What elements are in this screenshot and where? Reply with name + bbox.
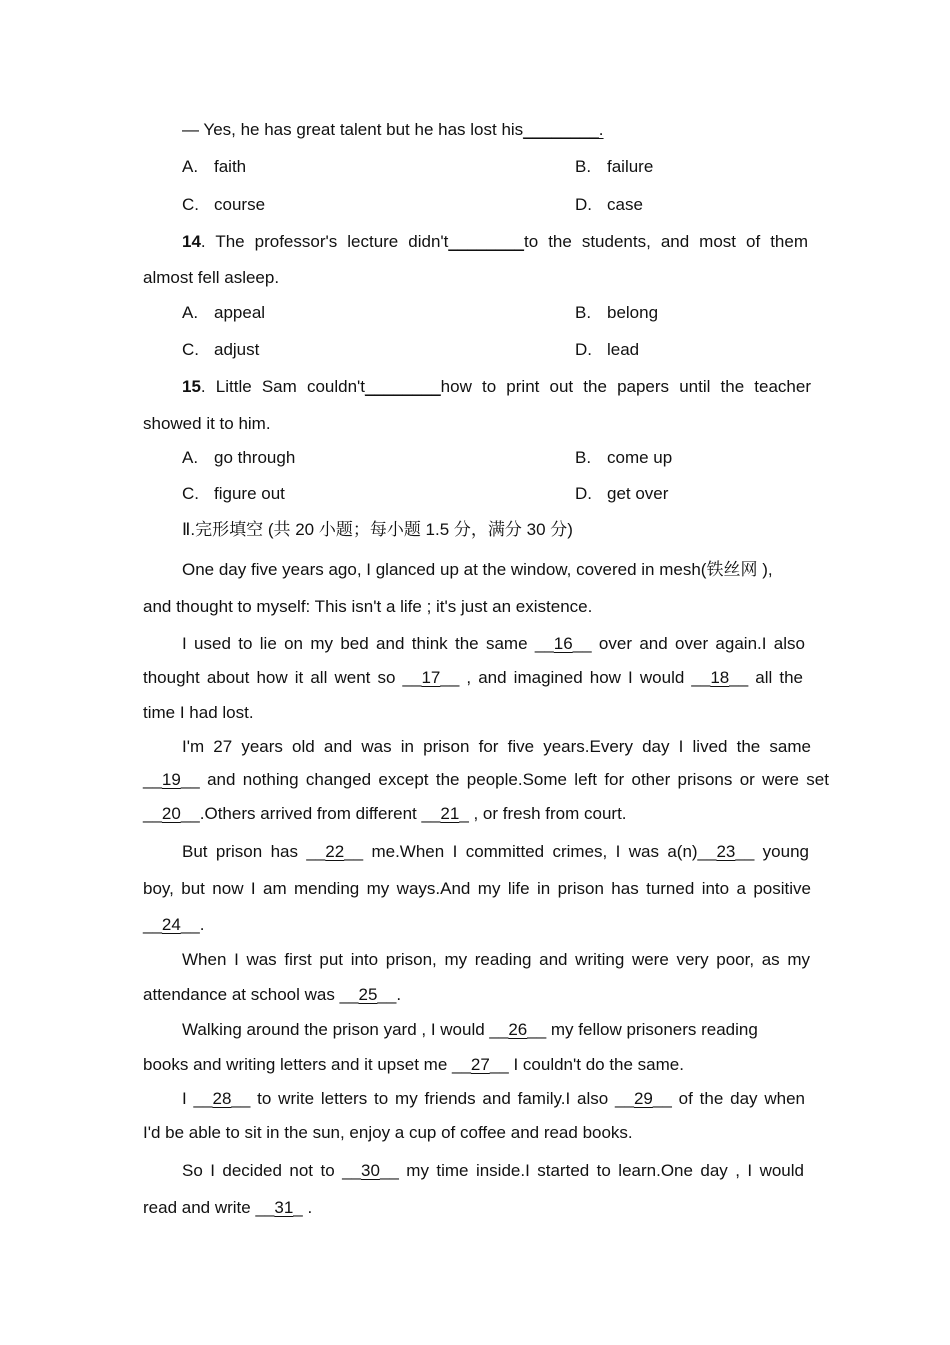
answer-blank: 20 [161, 804, 181, 823]
answer-option [575, 195, 643, 215]
question-15-line [182, 377, 811, 397]
passage-line [143, 597, 592, 617]
answer-option [182, 340, 259, 360]
question-15-line [143, 414, 271, 434]
passage-line [143, 703, 254, 723]
answer-option [182, 484, 285, 504]
option-text: adjust [214, 340, 260, 359]
option-letter: D. [575, 484, 592, 503]
option-text: faith [214, 157, 247, 176]
text-segment: __ young [735, 842, 809, 861]
text-segment: . Little Sam couldn't [200, 377, 366, 396]
answer-blank: 31 [274, 1198, 294, 1217]
option-letter: B. [575, 303, 592, 322]
passage-line [182, 1020, 758, 1040]
passage-line [143, 1198, 312, 1218]
answer-blank: ________. [523, 120, 604, 139]
option-letter: A. [182, 448, 199, 467]
text-segment: boy, but now I am mending my ways.And my life in prison has turned into a positive [143, 879, 811, 898]
text-segment: __ and nothing changed except the people.Some left for other prisons or were set [180, 770, 829, 789]
text-segment: to the students, and most of them [524, 232, 808, 251]
text-segment: time I had lost. [143, 703, 254, 722]
answer-option [182, 448, 295, 468]
answer-blank: 26 [508, 1020, 528, 1039]
option-text: course [214, 195, 266, 214]
question-13-line [182, 120, 604, 140]
passage-line [182, 1089, 805, 1109]
question-number: 14 [182, 232, 201, 251]
passage-line [143, 985, 401, 1005]
text-segment: __ [143, 804, 162, 823]
text-segment: thought about how it all went so __ [143, 668, 422, 687]
option-letter: C. [182, 484, 199, 503]
text-segment: One day five years ago, I glanced up at the window, covered in mesh(铁丝网 ), [182, 560, 773, 579]
option-text: go through [214, 448, 296, 467]
text-segment: showed it to him. [143, 414, 271, 433]
answer-blank: 22 [325, 842, 345, 861]
text-segment: . The professor's lecture didn't [200, 232, 449, 251]
option-text: lead [607, 340, 640, 359]
option-letter: D. [575, 340, 592, 359]
answer-blank: 25 [358, 985, 378, 1004]
answer-blank: 30 [361, 1161, 380, 1180]
answer-blank: 24 [161, 915, 181, 934]
answer-blank: 29 [633, 1089, 653, 1108]
text-segment: So I decided not to __ [182, 1161, 362, 1180]
passage-line [182, 1161, 804, 1181]
passage-line [182, 950, 810, 970]
answer-blank: ________ [448, 232, 525, 251]
answer-blank: 19 [161, 770, 181, 789]
passage-line [143, 915, 204, 935]
passage-line [143, 1055, 684, 1075]
text-segment: __ over and over again.I also [572, 634, 805, 653]
text-segment: I'd be able to sit in the sun, enjoy a cup of coffee and read books. [143, 1123, 633, 1142]
answer-blank: ________ [365, 377, 441, 396]
text-segment: — Yes, he has great talent but he has lost his [182, 120, 524, 139]
text-segment: __ of the day when [652, 1089, 806, 1108]
option-letter: A. [182, 303, 199, 322]
answer-blank: 21 [440, 804, 460, 823]
option-letter: B. [575, 157, 592, 176]
option-text: case [607, 195, 643, 214]
question-14-line [182, 232, 808, 252]
option-letter: B. [575, 448, 592, 467]
text-segment: read and write __ [143, 1198, 275, 1217]
option-letter: A. [182, 157, 199, 176]
answer-blank: 27 [470, 1055, 490, 1074]
passage-line [182, 634, 805, 654]
passage-line [143, 879, 811, 899]
text-segment: __. [377, 985, 402, 1004]
answer-blank: 17 [421, 668, 441, 687]
option-text: figure out [214, 484, 285, 503]
text-segment: Walking around the prison yard , I would __ [182, 1020, 509, 1039]
passage-line [182, 560, 773, 580]
text-segment: __ [143, 770, 162, 789]
text-segment: how to print out the papers until the teacher [440, 377, 812, 396]
option-text: come up [607, 448, 673, 467]
passage-line [143, 1123, 633, 1143]
option-text: appeal [214, 303, 266, 322]
answer-blank: 23 [716, 842, 736, 861]
question-14-line [143, 268, 279, 288]
text-segment: I used to lie on my bed and think the same __ [182, 634, 554, 653]
text-segment: __ my time inside.I started to learn.One day , I would [379, 1161, 804, 1180]
text-segment: _ , or fresh from court. [459, 804, 627, 823]
question-number: 15 [182, 377, 201, 396]
option-letter: D. [575, 195, 592, 214]
answer-option [575, 157, 653, 177]
text-segment: __ all the [729, 668, 803, 687]
passage-line [182, 737, 811, 757]
text-segment: __ I couldn't do the same. [489, 1055, 684, 1074]
answer-option [182, 195, 265, 215]
option-text: belong [607, 303, 659, 322]
answer-blank: 18 [710, 668, 730, 687]
text-segment: __.Others arrived from different __ [180, 804, 441, 823]
text-segment: I __ [182, 1089, 213, 1108]
text-segment: __. [180, 915, 205, 934]
answer-blank: 16 [553, 634, 573, 653]
answer-option [575, 448, 672, 468]
text-segment: books and writing letters and it upset me __ [143, 1055, 471, 1074]
text-segment: almost fell asleep. [143, 268, 280, 287]
passage-line [182, 842, 809, 862]
text-segment: When I was first put into prison, my reading and writing were very poor, as my [182, 950, 810, 969]
text-segment: attendance at school was __ [143, 985, 359, 1004]
answer-option [575, 340, 639, 360]
text-segment: and thought to myself: This isn't a life ; it's just an existence. [143, 597, 593, 616]
answer-option [182, 303, 265, 323]
text-segment: __ to write letters to my friends and family.I also __ [231, 1089, 634, 1108]
text-segment: _ . [293, 1198, 313, 1217]
answer-option [575, 303, 658, 323]
option-letter: C. [182, 340, 199, 359]
option-text: get over [607, 484, 669, 503]
text-segment: I'm 27 years old and was in prison for five years.Every day I lived the same [182, 737, 811, 756]
answer-blank: 28 [212, 1089, 232, 1108]
passage-line [143, 668, 803, 688]
answer-option [575, 484, 668, 504]
text-segment: __ my fellow prisoners reading [527, 1020, 758, 1039]
passage-line [143, 770, 829, 790]
option-text: failure [607, 157, 654, 176]
text-segment: __ [143, 915, 162, 934]
passage-line [143, 804, 627, 824]
option-letter: C. [182, 195, 199, 214]
answer-option [182, 157, 246, 177]
text-segment: __ , and imagined how I would __ [440, 668, 711, 687]
section-heading: Ⅱ.完形填空 (共 20 小题；每小题 1.5 分，满分 30 分) [182, 520, 573, 539]
text-segment: __ me.When I committed crimes, I was a(n)__ [344, 842, 717, 861]
text-segment: But prison has __ [182, 842, 326, 861]
